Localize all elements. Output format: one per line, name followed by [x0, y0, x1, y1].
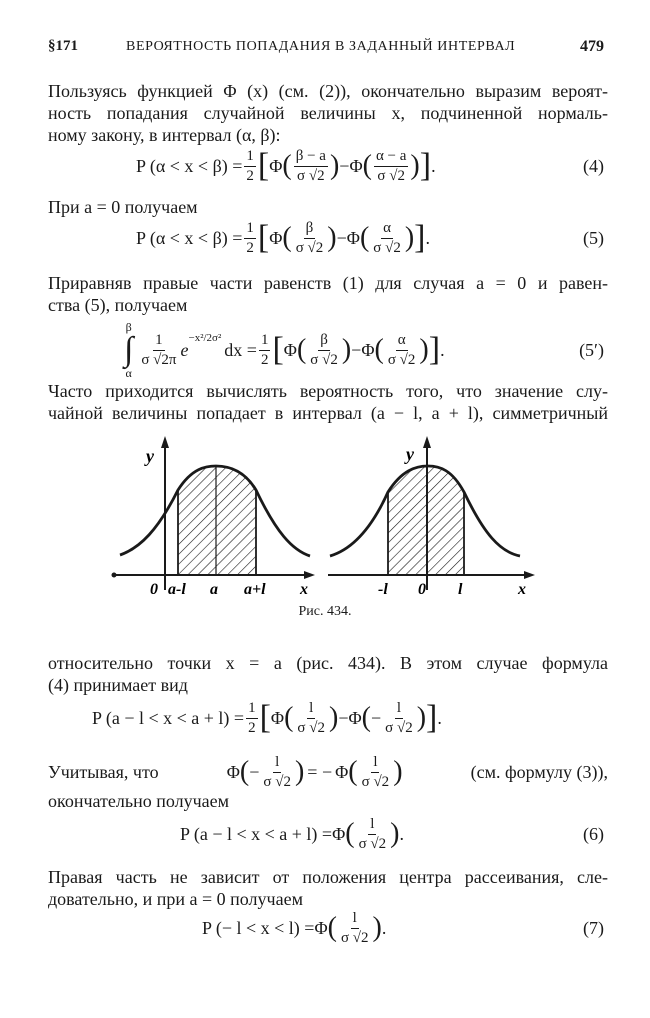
phi-symbol: Φ: [269, 227, 283, 248]
running-header: [48, 38, 604, 60]
text-prefix: Учитывая, что: [48, 761, 159, 782]
paragraph-equate: [48, 272, 608, 316]
text-line: ность попадания случайной величины x, подчиненной нормаль-: [48, 103, 608, 123]
figure-434: [0, 430, 650, 604]
tick-origin: 0: [150, 581, 158, 598]
phi-symbol: Φ: [283, 339, 297, 360]
text-line: Часто приходится вычислять вероятность того, что значение слу-: [48, 381, 608, 401]
exp-power: −x²/2σ²: [188, 332, 222, 344]
eq-tail: .: [425, 227, 430, 248]
dx: dx =: [224, 339, 257, 360]
phi-symbol: Φ: [346, 227, 360, 248]
tick-a-plus-l: a+l: [244, 581, 266, 598]
fraction-half: $\frac{1}{2}$: [248, 699, 256, 736]
minus-sign: −: [338, 707, 349, 728]
minus-sign: −: [339, 155, 350, 176]
minus-sign: −: [351, 339, 362, 360]
axis-label-y: y: [146, 446, 154, 466]
text-line: относительно точки x = a (рис. 434). В этом случае формула: [48, 653, 608, 673]
eq-tail: .: [440, 339, 445, 360]
fraction-half: $\frac{1}{2}$: [246, 147, 254, 184]
running-title: ВЕРОЯТНОСТЬ ПОПАДАНИЯ В ЗАДАННЫЙ ИНТЕРВАЛ: [126, 39, 516, 54]
fraction: $\frac{l}{\sigma √2}$: [385, 699, 413, 736]
paragraph-symmetric: [48, 380, 608, 424]
text-line: Пользуясь функцией Φ (x) (см. (2)), окончательно выразим вероят-: [48, 81, 608, 101]
phi-symbol: Φ: [332, 823, 346, 844]
tick-minus-l: -l: [378, 581, 388, 598]
section-number: §171: [48, 38, 78, 54]
eq-tail: .: [381, 917, 387, 938]
equation-number: (4): [583, 155, 604, 176]
inline-formula: Φ ( − $\frac{l}{\sigma √2}$ ) = − Φ ( $\frac{l}{\sigma √2}$ ): [226, 753, 403, 790]
text-line: окончательно получаем: [48, 791, 230, 811]
page-number: 479: [580, 38, 604, 55]
text-line: чайной величины попадает в интервал (a − l, a + l), симметричный: [48, 403, 608, 423]
text-line: Правая часть не зависит от положения центра рассеивания, сле-: [48, 867, 608, 887]
equation-symmetric: P (a − l < x < a + l) = $\frac{1}{2}$ [ Φ ( $\frac{l}{\sigma √2}$ ) − Φ ( − $\frac{l}{\sigma √2}$ ) ] .: [92, 699, 442, 736]
eq-tail: .: [431, 155, 436, 176]
equation-number: (6): [583, 823, 604, 844]
fraction-half: $\frac{1}{2}$: [246, 219, 254, 256]
equation-number: (7): [583, 917, 604, 938]
fraction: $\frac{\beta - a}{\sigma √2}$: [295, 147, 326, 184]
equation-7: P (− l < x < l) = Φ ( $\frac{l}{\sigma √2}$ ) . (7): [0, 898, 650, 958]
exp-base: e: [180, 339, 189, 360]
eq-lhs: P (α < x < β) =: [136, 227, 243, 248]
fraction-coefficient: $\frac{1}{\sigma √2\pi}$: [141, 331, 177, 368]
eq-lhs: P (− l < x < l) =: [202, 917, 315, 938]
fraction: $\frac{l}{\sigma √2}$: [297, 699, 325, 736]
equation-5: P (α < x < β) = $\frac{1}{2}$ [ Φ ( $\frac{\beta}{\sigma √2}$ ) − Φ ( $\frac{\alpha}{\sigma √2}$ ) ] . (5): [0, 208, 650, 268]
fraction: $\frac{l}{\sigma √2}$: [358, 815, 387, 852]
axis-label-x: x: [518, 581, 526, 598]
figure-caption: Рис. 434.: [298, 604, 352, 619]
axis-label-x: x: [300, 581, 308, 598]
phi-symbol: Φ: [314, 917, 328, 938]
axis-label-y: y: [406, 444, 414, 464]
phi-symbol: Φ: [348, 707, 362, 728]
text-line: Приравняв правые части равенств (1) для случая a = 0 и равен-: [48, 273, 608, 293]
eq-tail: .: [437, 707, 442, 728]
eq-lhs: P (a − l < x < a + l) =: [180, 823, 333, 844]
fraction-half: $\frac{1}{2}$: [260, 331, 269, 368]
phi-symbol: Φ: [269, 155, 283, 176]
fraction: $\frac{\alpha}{\sigma √2}$: [387, 331, 416, 368]
tick-a: a: [210, 581, 218, 598]
fraction: $\frac{\beta}{\sigma √2}$: [295, 219, 324, 256]
eq-lhs: P (α < x < β) =: [136, 155, 243, 176]
phi-symbol: Φ: [349, 155, 363, 176]
phi-symbol: Φ: [270, 707, 285, 728]
text-line: ному закону, в интервал (α, β):: [48, 125, 281, 145]
eq-tail: .: [399, 823, 404, 844]
text-line: довательно, и при a = 0 получаем: [48, 889, 303, 909]
text-line: При a = 0 получаем: [48, 197, 198, 217]
phi-symbol: Φ: [361, 339, 375, 360]
inner-minus: −: [370, 707, 382, 728]
equation-4: P (α < x < β) = $\frac{1}{2}$ [ Φ ( $\frac{\beta - a}{\sigma √2}$ ) − Φ ( $\frac{\alpha - a}{\sigma √2}$ ) ] . (4): [0, 136, 650, 196]
left-graph: [112, 436, 316, 598]
equation-number: (5′): [579, 339, 604, 360]
eq-lhs: P (a − l < x < a + l) =: [92, 707, 245, 728]
shaded-area-left: [178, 466, 256, 575]
integral: β ∫ α: [124, 320, 134, 380]
text-line: (4) принимает вид: [48, 675, 188, 695]
fraction: $\frac{\beta}{\sigma √2}$: [310, 331, 338, 368]
fraction: $\frac{l}{\sigma √2}$: [340, 909, 369, 946]
tick-l: l: [458, 581, 463, 598]
equation-6: P (a − l < x < a + l) = Φ ( $\frac{l}{\sigma √2}$ ) . (6): [0, 804, 650, 864]
text-suffix: (см. формулу (3)),: [470, 761, 608, 782]
minus-sign: −: [336, 227, 347, 248]
fraction: $\frac{\alpha - a}{\sigma √2}$: [375, 147, 407, 184]
fraction: $\frac{\alpha}{\sigma √2}$: [373, 219, 401, 256]
right-graph: [328, 436, 535, 598]
equation-5-prime: β ∫ α $\frac{1}{\sigma √2\pi}$ e −x²/2σ² dx = $\frac{1}{2}$ [ Φ ( $\frac{\beta}{\sigma √2}$ ) − Φ ( $\frac{\alpha}{\sigma √2}$ ) ] . (5′): [124, 320, 604, 380]
equation-number: (5): [583, 227, 604, 248]
tick-origin: 0: [418, 581, 426, 598]
tick-a-minus-l: a-l: [168, 581, 186, 598]
text-line: ства (5), получаем: [48, 295, 188, 315]
